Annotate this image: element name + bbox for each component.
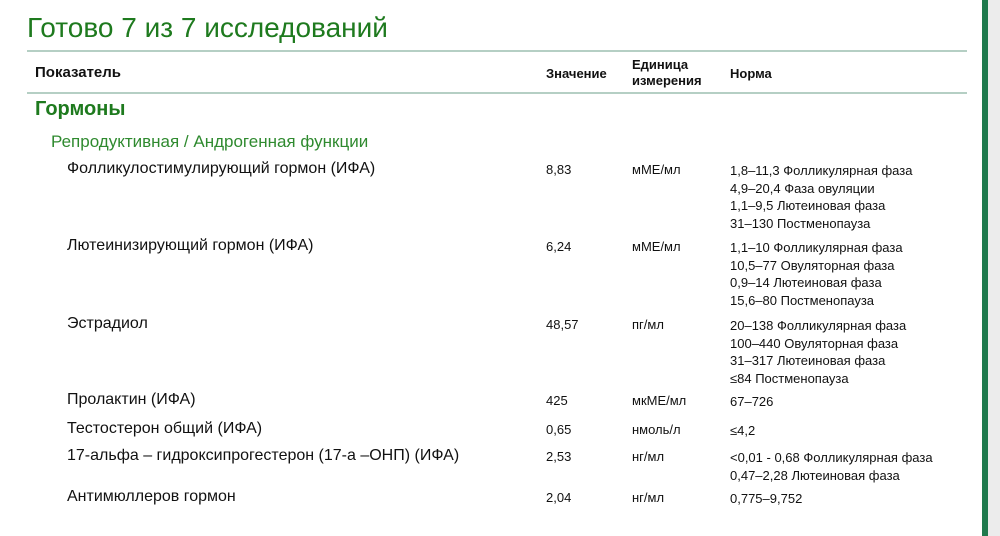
reference-line: 31–317 Лютеиновая фаза bbox=[730, 353, 886, 369]
indicator-name: Фолликулостимулирующий гормон (ИФА) bbox=[67, 160, 376, 177]
reference-range bbox=[730, 162, 912, 233]
divider bbox=[27, 50, 967, 52]
unit-line-1: Единица bbox=[632, 57, 689, 72]
column-header-norm: Норма bbox=[730, 66, 772, 81]
reference-line: <0,01 - 0,68 Фолликулярная фаза bbox=[730, 450, 933, 465]
unit: пг/мл bbox=[632, 317, 664, 332]
reference-line: 0,9–14 Лютеиновая фаза bbox=[730, 275, 882, 291]
unit: нг/мл bbox=[632, 449, 665, 464]
reference-range bbox=[730, 422, 755, 440]
column-header-unit bbox=[632, 57, 702, 89]
reference-line: 10,5–77 Овуляторная фаза bbox=[730, 257, 895, 273]
reference-range bbox=[730, 393, 773, 411]
reference-range bbox=[730, 317, 906, 388]
reference-line: ≤84 Постменопауза bbox=[730, 371, 849, 387]
subsection-title: Репродуктивная / Андрогенная функции bbox=[51, 132, 369, 151]
indicator-name: Пролактин (ИФА) bbox=[67, 391, 196, 408]
result-value: 2,04 bbox=[546, 490, 572, 505]
reference-line: 15,6–80 Постменопауза bbox=[730, 293, 875, 309]
result-value: 6,24 bbox=[546, 239, 572, 254]
reference-line: 1,8–11,3 Фолликулярная фаза bbox=[730, 163, 913, 178]
indicator-name: Лютеинизирующий гормон (ИФА) bbox=[67, 237, 314, 254]
reference-range bbox=[730, 239, 903, 310]
result-value: 0,65 bbox=[546, 422, 572, 437]
divider bbox=[27, 92, 967, 94]
reference-line: 20–138 Фолликулярная фаза bbox=[730, 318, 907, 333]
indicator-name: 17-альфа – гидроксипрогестерон (17-а –ОНП) (ИФА) bbox=[67, 447, 460, 464]
unit: мМЕ/мл bbox=[632, 162, 681, 177]
reference-line: 0,775–9,752 bbox=[730, 491, 803, 506]
reference-line: 67–726 bbox=[730, 394, 774, 409]
page-title: Готово 7 из 7 исследований bbox=[27, 12, 388, 43]
result-value: 2,53 bbox=[546, 449, 572, 464]
reference-range bbox=[730, 449, 933, 484]
unit-line-2: измерения bbox=[632, 73, 702, 88]
reference-range bbox=[730, 490, 802, 508]
result-value: 425 bbox=[546, 393, 568, 408]
indicator-name: Антимюллеров гормон bbox=[67, 488, 236, 505]
column-header-indicator: Показатель bbox=[35, 64, 122, 81]
result-value: 48,57 bbox=[546, 317, 579, 332]
unit: нг/мл bbox=[632, 490, 665, 505]
reference-line: 31–130 Постменопауза bbox=[730, 216, 871, 232]
reference-line: 1,1–10 Фолликулярная фаза bbox=[730, 240, 903, 255]
section-title: Гормоны bbox=[35, 98, 126, 120]
result-value: 8,83 bbox=[546, 162, 572, 177]
unit: мМЕ/мл bbox=[632, 239, 681, 254]
unit: мкМЕ/мл bbox=[632, 393, 687, 408]
reference-line: 100–440 Овуляторная фаза bbox=[730, 335, 899, 351]
unit: нмоль/л bbox=[632, 422, 681, 437]
reference-line: 1,1–9,5 Лютеиновая фаза bbox=[730, 198, 886, 214]
window-edge bbox=[988, 0, 1000, 536]
reference-line: 0,47–2,28 Лютеиновая фаза bbox=[730, 467, 900, 483]
reference-line: ≤4,2 bbox=[730, 423, 756, 438]
indicator-name: Тестостерон общий (ИФА) bbox=[67, 420, 263, 437]
reference-line: 4,9–20,4 Фаза овуляции bbox=[730, 180, 875, 196]
indicator-name: Эстрадиол bbox=[67, 315, 148, 332]
column-header-value: Значение bbox=[546, 66, 607, 81]
